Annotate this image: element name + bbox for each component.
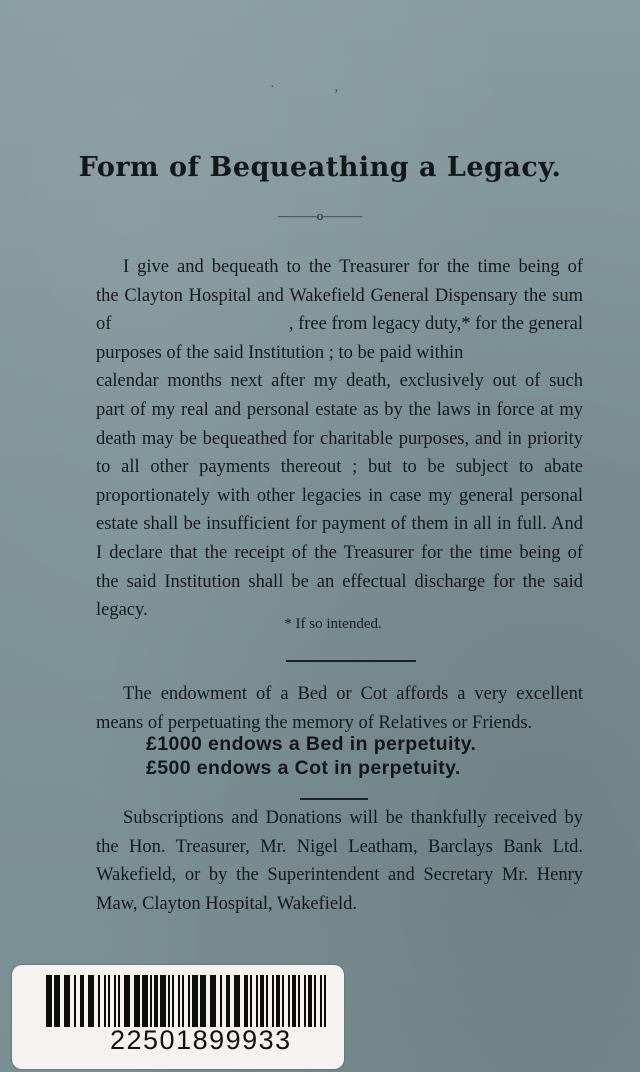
section-divider: [286, 660, 416, 662]
barcode-bar: [74, 975, 76, 1027]
ornamental-divider: ———o———: [277, 208, 363, 223]
cot-endowment-note: £500 endows a Cot in perpetuity.: [146, 757, 461, 779]
bed-endowment-note: £1000 endows a Bed in perpetuity.: [146, 733, 477, 755]
barcode-bar: [234, 975, 240, 1027]
barcode-bar: [178, 975, 180, 1027]
subscriptions-line: Maw, Clayton Hospital, Wakefield.: [96, 893, 358, 914]
bequest-line: I give and bequeath to the Treasurer for the time being of: [123, 257, 583, 277]
bequest-line-sum: [96, 310, 583, 339]
endowment-line: means of perpetuating the memory of Relatives or Friends.: [96, 712, 533, 733]
barcode-bar: [308, 975, 312, 1027]
bequest-line: part of my real and personal estate as by the laws in force at my: [96, 399, 583, 420]
barcode-bar: [188, 975, 190, 1027]
footnote: * If so intended.: [284, 616, 382, 632]
barcode-bar: [124, 975, 130, 1027]
barcode-bar: [320, 975, 322, 1027]
bequest-line: to all other payments thereout ; but to be subject to abate: [96, 457, 583, 478]
barcode-bar: [314, 975, 316, 1027]
bequest-line: the said Institution shall be an effectual discharge for the said: [96, 571, 583, 592]
barcode-bar: [98, 975, 100, 1027]
bequest-line: I declare that the receipt of the Treasurer for the time being of: [96, 542, 583, 563]
barcode-bar: [46, 975, 52, 1027]
barcode: [46, 975, 326, 1027]
stray-marks: ·,: [270, 80, 399, 95]
barcode-bar: [150, 975, 152, 1027]
subscriptions-line: Wakefield, or by the Superintendent and Secretary Mr. Henry: [96, 865, 583, 886]
barcode-bar: [80, 975, 84, 1027]
barcode-bar: [272, 975, 274, 1027]
barcode-bar: [220, 975, 222, 1027]
barcode-bar: [304, 975, 306, 1027]
barcode-bar: [244, 975, 248, 1027]
barcode-bar: [64, 975, 70, 1027]
subscriptions-line: Subscriptions and Donations will be thankfully received by: [123, 808, 583, 828]
bequest-line: of: [96, 314, 112, 335]
barcode-bar: [298, 975, 300, 1027]
bequest-line: , free from legacy duty,* for the general: [288, 314, 583, 335]
endowment-line: The endowment of a Bed or Cot affords a very excellent: [123, 684, 583, 704]
barcode-bar: [114, 975, 116, 1027]
barcode-bar: [142, 975, 148, 1027]
bequest-line: death may be bequeathed for charitable purposes, and in priority: [96, 428, 583, 449]
barcode-bar: [210, 975, 216, 1027]
library-barcode-label: [12, 965, 344, 1069]
page-title: Form of Bequeathing a Legacy.: [78, 152, 562, 183]
barcode-bar: [200, 975, 206, 1027]
barcode-bar: [260, 975, 264, 1027]
bequest-line: estate shall be insufficient for payment of them in all in full. And: [96, 514, 583, 535]
barcode-bar: [168, 975, 170, 1027]
subscriptions-line: the Hon. Treasurer, Mr. Nigel Leatham, Barclays Bank Ltd.: [96, 836, 583, 857]
bequest-line: purposes of the said Institution ; to be paid within: [96, 342, 464, 363]
barcode-bar: [118, 975, 120, 1027]
barcode-number: 22501899933: [110, 1025, 292, 1055]
barcode-bar: [104, 975, 106, 1027]
barcode-bar: [154, 975, 158, 1027]
bequest-paragraph: [96, 253, 583, 625]
barcode-bar: [282, 975, 284, 1027]
barcode-bar: [192, 975, 198, 1027]
barcode-bar: [250, 975, 252, 1027]
barcode-bar: [88, 975, 94, 1027]
barcode-bar: [276, 975, 280, 1027]
barcode-bar: [288, 975, 290, 1027]
barcode-bar: [54, 975, 60, 1027]
bequest-line: the Clayton Hospital and Wakefield General Dispensary the sum: [96, 285, 583, 306]
barcode-bar: [292, 975, 296, 1027]
barcode-bar: [108, 975, 110, 1027]
barcode-bar: [134, 975, 140, 1027]
barcode-bar: [324, 975, 326, 1027]
barcode-bar: [226, 975, 230, 1027]
barcode-bar: [182, 975, 184, 1027]
barcode-bar: [266, 975, 268, 1027]
barcode-bar: [160, 975, 166, 1027]
bequest-line: legacy.: [96, 600, 148, 621]
subscriptions-paragraph: [96, 804, 583, 918]
barcode-bar: [172, 975, 174, 1027]
bequest-line: calendar months next after my death, exclusively out of such: [96, 371, 583, 392]
section-divider: [300, 798, 368, 800]
endowment-paragraph: [96, 680, 583, 737]
barcode-bar: [256, 975, 258, 1027]
bequest-line: proportionately with other legacies in case my general personal: [96, 485, 583, 506]
